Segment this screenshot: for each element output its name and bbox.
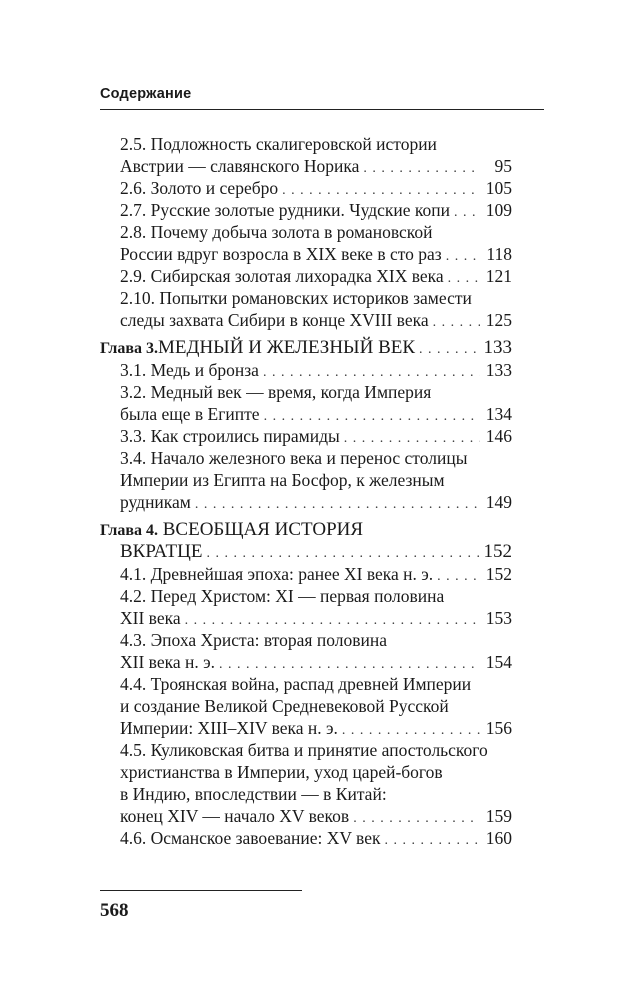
toc-entry xyxy=(100,221,512,265)
entry-line: 4.5. Куликовская битва и принятие апостольского xyxy=(120,740,488,760)
entry-line: в Индию, впоследствии — в Китай: xyxy=(120,784,387,804)
entry-title: рудникам xyxy=(120,492,191,512)
toc-chapter xyxy=(100,519,512,563)
toc-entry xyxy=(100,359,512,381)
page-ref: 95 xyxy=(494,156,512,176)
page-ref: 153 xyxy=(485,608,512,628)
page-ref: 160 xyxy=(485,828,512,848)
toc-entry xyxy=(100,199,512,221)
page-ref: 125 xyxy=(485,310,512,330)
entry-line: 4.2. Перед Христом: XI — первая половина xyxy=(120,586,445,606)
page-ref: 105 xyxy=(485,178,512,198)
leader-dots xyxy=(433,312,480,334)
toc-entry xyxy=(100,447,512,513)
entry-line: 2.5. Подложность скалигеровской истории xyxy=(120,134,437,154)
entry-line: Империи из Египта на Босфор, к железным xyxy=(120,470,445,490)
toc-entry xyxy=(100,673,512,739)
leader-dots xyxy=(195,494,480,516)
chapter-label: Глава 4. xyxy=(100,522,158,539)
entry-title: следы захвата Сибири в конце XVIII века xyxy=(120,310,429,330)
entry-title: 4.1. Древнейшая эпоха: ранее XI века н. э. xyxy=(120,564,434,584)
footer-rule xyxy=(100,890,302,891)
page-ref: 133 xyxy=(483,337,512,358)
toc-entry xyxy=(100,827,512,849)
page-ref: 154 xyxy=(485,652,512,672)
toc-entry xyxy=(100,265,512,287)
entry-title: 3.1. Медь и бронза xyxy=(120,360,259,380)
entry-title: России вдруг возросла в XIX веке в сто раз xyxy=(120,244,442,264)
leader-dots xyxy=(206,543,479,565)
page-ref: 134 xyxy=(485,404,512,424)
toc-entry xyxy=(100,133,512,177)
entry-line: 4.3. Эпоха Христа: вторая половина xyxy=(120,630,387,650)
header-rule xyxy=(100,109,544,110)
chapter-title: ВСЕОБЩАЯ ИСТОРИЯ xyxy=(162,519,364,540)
page-ref: 146 xyxy=(485,426,512,446)
toc-entry xyxy=(100,381,512,425)
table-of-contents xyxy=(100,133,512,849)
header-title: Содержание xyxy=(100,86,192,102)
entry-title: 2.9. Сибирская золотая лихорадка XIX века xyxy=(120,266,444,286)
chapter-label: Глава 3. xyxy=(100,340,158,357)
entry-line: 4.4. Троянская война, распад древней Империи xyxy=(120,674,472,694)
page-ref: 133 xyxy=(485,360,512,380)
page-ref: 118 xyxy=(486,244,512,264)
leader-dots xyxy=(419,339,479,361)
toc-entry xyxy=(100,739,512,827)
toc-chapter xyxy=(100,337,512,359)
toc-entry xyxy=(100,287,512,331)
toc-entry xyxy=(100,629,512,673)
page-ref: 156 xyxy=(485,718,512,738)
entry-title: 2.7. Русские золотые рудники. Чудские копи xyxy=(120,200,450,220)
running-header xyxy=(100,86,544,102)
toc-entry xyxy=(100,177,512,199)
entry-title: 4.6. Османское завоевание: XV век xyxy=(120,828,381,848)
entry-title: конец XIV — начало XV веков xyxy=(120,806,350,826)
page-ref: 121 xyxy=(485,266,512,286)
toc-entry xyxy=(100,425,512,447)
entry-title: была еще в Египте xyxy=(120,404,260,424)
entry-line: 2.10. Попытки романовских историков замести xyxy=(120,288,472,308)
toc-entry xyxy=(100,585,512,629)
page-ref: 152 xyxy=(485,564,512,584)
entry-line: 3.2. Медный век — время, когда Империя xyxy=(120,382,432,402)
entry-line: и создание Великой Средневековой Русской xyxy=(120,696,449,716)
entry-title: 2.6. Золото и серебро xyxy=(120,178,279,198)
chapter-title: МЕДНЫЙ И ЖЕЛЕЗНЫЙ ВЕК xyxy=(158,337,416,358)
page-ref: 109 xyxy=(485,200,512,220)
page-ref: 149 xyxy=(485,492,512,512)
entry-title: XII века xyxy=(120,608,181,628)
entry-title: Империи: XIII–XIV века н. э. xyxy=(120,718,338,738)
entry-line: 2.8. Почему добыча золота в романовской xyxy=(120,222,433,242)
entry-line: христианства в Империи, уход царей-богов xyxy=(120,762,443,782)
page-ref: 152 xyxy=(483,541,512,562)
entry-title: Австрии — славянского Норика xyxy=(120,156,360,176)
entry-title: 3.3. Как строились пирамиды xyxy=(120,426,340,446)
page-ref: 159 xyxy=(485,806,512,826)
chapter-title-cont: ВКРАТЦЕ xyxy=(120,541,203,562)
leader-dots xyxy=(384,830,480,852)
entry-title: XII века н. э. xyxy=(120,652,215,672)
entry-line: 3.4. Начало железного века и перенос столицы xyxy=(120,448,468,468)
page-number: 568 xyxy=(100,900,129,921)
toc-entry xyxy=(100,563,512,585)
